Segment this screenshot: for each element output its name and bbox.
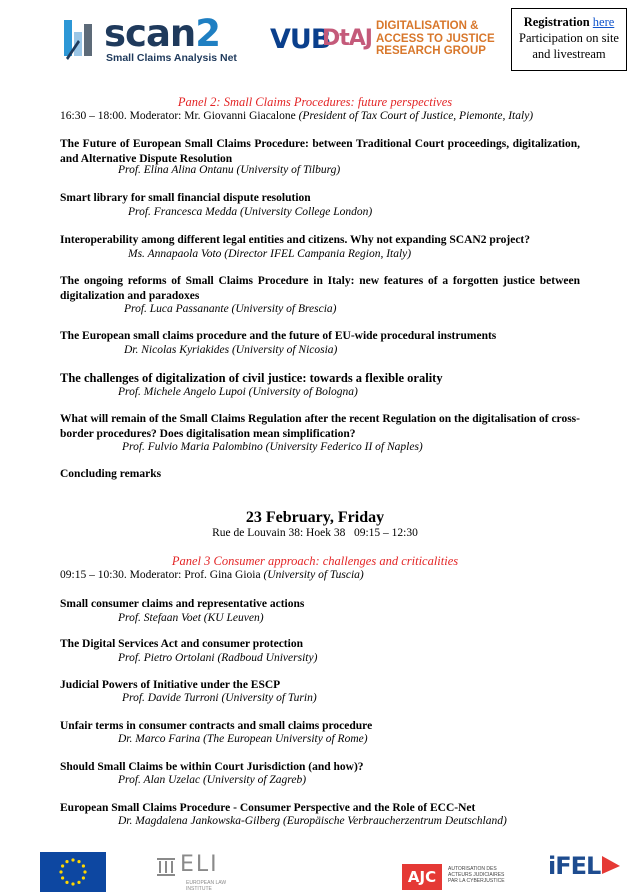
eu-flag-icon [40,852,106,892]
eli-column-icon [156,856,176,878]
talk-speaker: Prof. Elina Alina Ontanu (University of Tilburg) [118,164,341,176]
vub-wordmark: VUB [270,24,331,55]
talk-title: The European small claims procedure and the future of EU-wide procedural instruments [60,330,497,342]
scan2-logo [58,12,246,68]
talk-speaker: Prof. Pietro Ortolani (Radboud University) [118,652,318,664]
research-group-name: DIGITALISATION & ACCESS TO JUSTICE RESEARCH GROUP [376,20,495,57]
talk-speaker: Dr. Marco Farina (The European University of Rome) [118,733,368,745]
eli-wordmark: ELI [180,852,219,877]
talk-title: Judicial Powers of Initiative under the ESCP [60,679,281,691]
talk-speaker: Prof. Alan Uzelac (University of Zagreb) [118,774,307,786]
ifel-flag-icon [600,854,622,876]
panel2-title: Panel 2: Small Claims Procedures: future perspectives [177,95,453,109]
eli-subtitle: EUROPEAN LAW INSTITUTE [186,880,227,892]
talk-speaker: Prof. Francesca Medda (University College London) [128,206,373,218]
talk-title: Interoperability among different legal entities and citizens. Why not expanding SCAN2 project? [60,234,531,246]
talk-title: Small consumer claims and representative actions [60,598,305,610]
dtaj-wordmark: DtAJ [322,26,372,51]
panel3-title: Panel 3 Consumer approach: challenges and criticalities [171,554,459,568]
talk-speaker: Prof. Michele Angelo Lupoi (University of Bologna) [118,386,358,398]
day-location: Rue de Louvain 38: Hoek 38 09:15 – 12:30 [212,527,418,539]
scan-subtitle: Small Claims Analysis Net [106,52,237,64]
talk-title: What will remain of the Small Claims Regulation after the recent Regulation on the digitalisation of cross-border procedures? Does digitalisation mean simplification? [60,413,580,440]
talk-title: The challenges of digitalization of civil justice: towards a flexible orality [60,371,443,385]
talk-speaker: Prof. Stefaan Voet (KU Leuven) [118,612,264,624]
scan-wordmark: scan [104,12,196,55]
panel3-moderator: 09:15 – 10:30. Moderator: Prof. Gina Gioia (University of Tuscia) [60,569,364,581]
talk-speaker: Prof. Fulvio Maria Palombino (University Federico II of Naples) [122,441,423,453]
ifel-wordmark: iFEL [548,852,601,880]
talk-speaker: Prof. Davide Turroni (University of Turin) [122,692,317,704]
talk-title: European Small Claims Procedure - Consumer Perspective and the Role of ECC-Net [60,802,476,814]
registration-link[interactable]: here [592,15,615,29]
talk-title: Smart library for small financial dispute resolution [60,192,311,204]
ifel-logo [548,852,624,890]
registration-label: Registration [523,15,590,29]
talk-speaker: Prof. Luca Passanante (University of Brescia) [124,303,337,315]
day-heading: 23 February, Friday [245,509,385,526]
concluding-remarks: Concluding remarks [60,468,162,480]
talk-speaker: Ms. Annapaola Voto (Director IFEL Campania Region, Italy) [128,248,412,260]
talk-title: Should Small Claims be within Court Jurisdiction (and how)? [60,761,364,773]
scan2-mark-icon [64,18,100,64]
ajc-subtitle: AUTORISATION DES ACTEURS JUDICIAIRES PAR LA CYBERJUSTICE [448,866,505,884]
eli-logo [156,852,246,890]
registration-box [511,8,627,71]
talk-title: Unfair terms in consumer contracts and small claims procedure [60,720,373,732]
talk-speaker: Dr. Magdalena Jankowska-Gilberg (Europäische Verbraucherzentrum Deutschland) [118,815,507,827]
talk-title: The Future of European Small Claims Procedure: between Traditional Court proceedings, digitalization, and Alternative Dispute Resolution [60,138,580,165]
ajc-wordmark: AJC [402,864,442,890]
ajc-logo [402,864,512,890]
vub-logo [270,22,370,62]
scan-wordmark-number: 2 [195,12,221,55]
page-header [0,0,630,80]
talk-speaker: Dr. Nicolas Kyriakides (University of Nicosia) [124,344,338,356]
talk-title: The ongoing reforms of Small Claims Procedure in Italy: new features of a forgotten justice between digitalization and paradoxes [60,275,580,302]
panel2-moderator: 16:30 – 18:00. Moderator: Mr. Giovanni Giacalone (President of Tax Court of Justice, Piemonte, Italy) [60,110,534,122]
registration-note: Participation on site and livestream [519,31,619,61]
partner-logos [0,846,630,891]
talk-title: The Digital Services Act and consumer protection [60,638,303,650]
